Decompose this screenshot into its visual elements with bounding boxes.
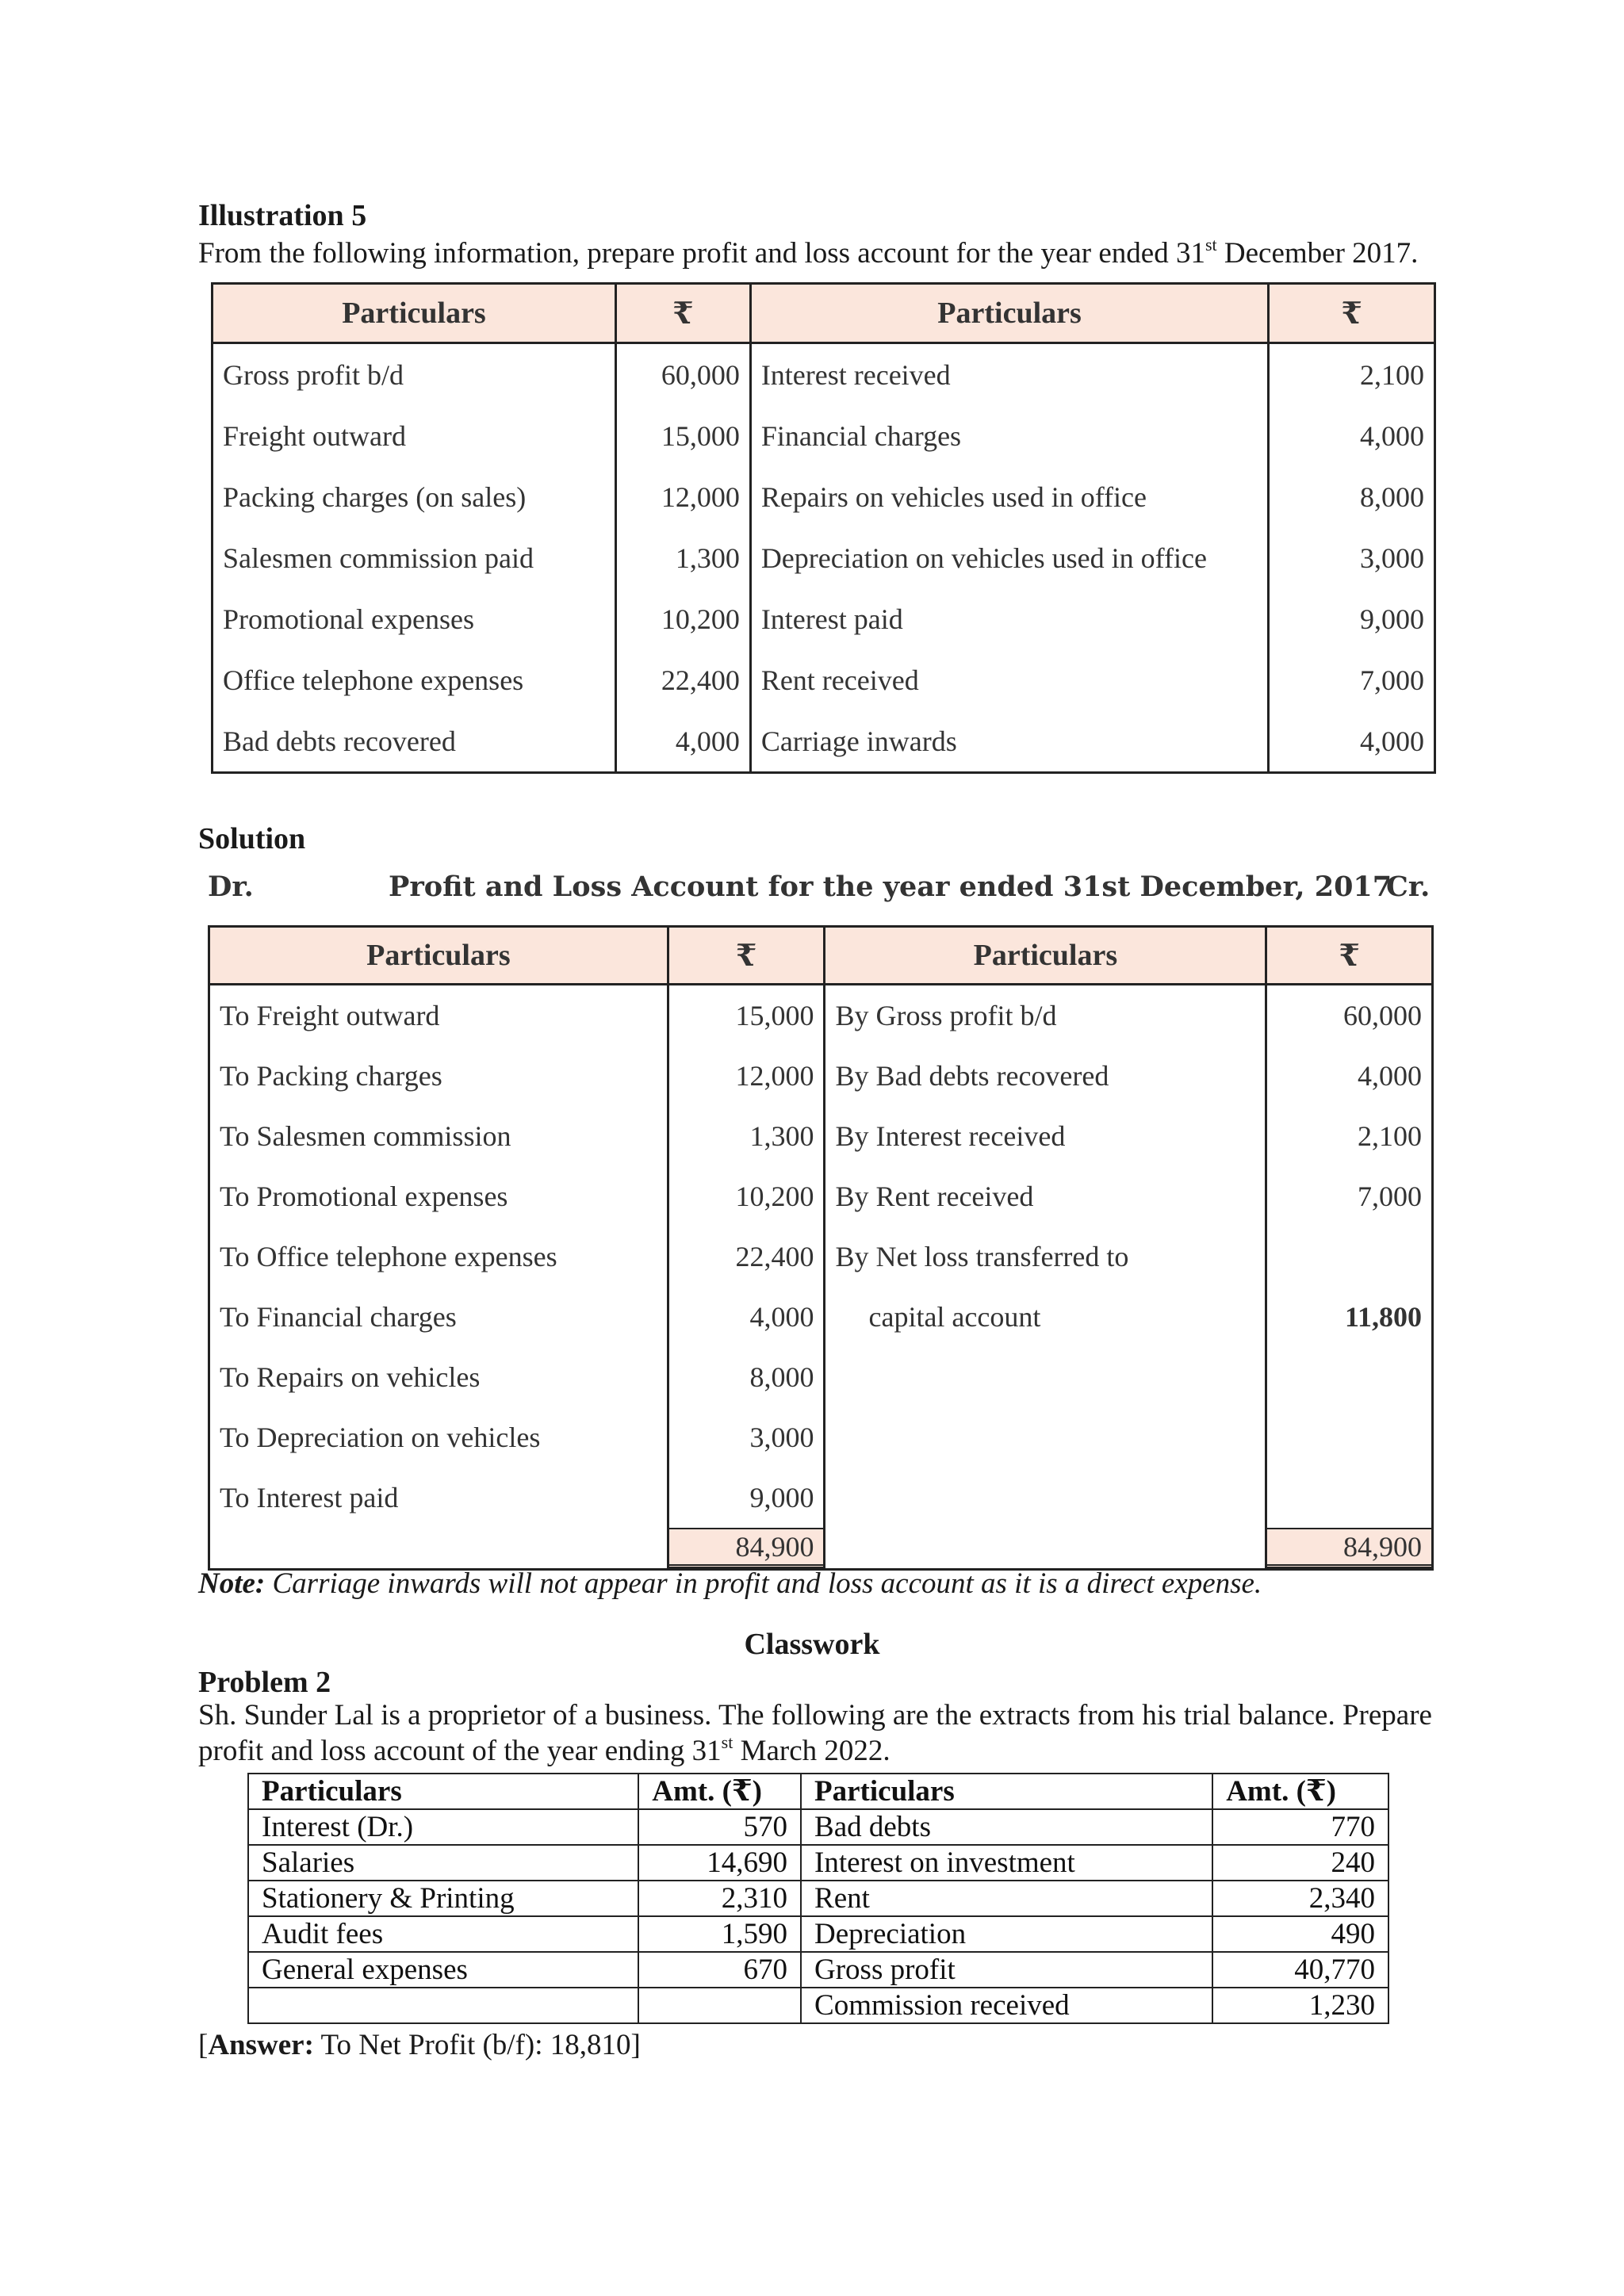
cell: General expenses xyxy=(248,1952,638,1988)
intro-text: profit and loss account of the year ending 31 xyxy=(198,1735,722,1767)
classwork-heading: Classwork xyxy=(744,1628,880,1661)
cell xyxy=(825,1468,1266,1528)
cell xyxy=(825,1347,1266,1407)
table-row xyxy=(209,1468,1433,1528)
col-header: ₹ xyxy=(1266,927,1433,985)
cell: 8,000 xyxy=(1269,466,1435,527)
cell: 15,000 xyxy=(668,985,825,1047)
intro-text: From the following information, prepare profit and loss account for the year ended 31 xyxy=(198,237,1205,270)
table-row xyxy=(209,1226,1433,1287)
cell: Interest on investment xyxy=(801,1845,1212,1881)
total-cell xyxy=(668,1528,825,1570)
answer-label: Answer: xyxy=(208,2029,314,2061)
cell: 4,000 xyxy=(1269,710,1435,773)
cell: 4,000 xyxy=(668,1287,825,1347)
table-row xyxy=(209,1407,1433,1468)
total-cell xyxy=(1266,1528,1433,1570)
cell: 2,310 xyxy=(638,1881,801,1916)
table-row xyxy=(213,649,1435,710)
col-header: Particulars xyxy=(248,1774,638,1809)
cell: To Freight outward xyxy=(209,985,668,1047)
cell: By Rent received xyxy=(825,1166,1266,1226)
cell: 22,400 xyxy=(668,1226,825,1287)
cell: 7,000 xyxy=(1269,649,1435,710)
table-row xyxy=(213,405,1435,466)
answer-bracket: [ xyxy=(198,2029,209,2061)
cell: capital account xyxy=(825,1287,1266,1347)
cell: To Financial charges xyxy=(209,1287,668,1347)
total-right: 84,900 xyxy=(1267,1528,1431,1568)
cell: Depreciation on vehicles used in office xyxy=(750,527,1269,588)
cell: 2,100 xyxy=(1269,343,1435,406)
cell: 4,000 xyxy=(1269,405,1435,466)
cell: Interest received xyxy=(750,343,1269,406)
cell: 9,000 xyxy=(668,1468,825,1528)
cell xyxy=(1266,1226,1433,1287)
cell: 4,000 xyxy=(615,710,750,773)
col-header: Particulars xyxy=(213,284,616,343)
illustration-intro xyxy=(198,236,1418,270)
cell: 10,200 xyxy=(615,588,750,649)
cell: Interest (Dr.) xyxy=(248,1809,638,1845)
cell: Commission received xyxy=(801,1988,1212,2023)
profit-loss-table xyxy=(208,925,1434,1571)
cell: To Salesmen commission xyxy=(209,1106,668,1166)
col-header: ₹ xyxy=(1269,284,1435,343)
cell: Bad debts recovered xyxy=(213,710,616,773)
cell: Gross profit b/d xyxy=(213,343,616,406)
cell: 1,300 xyxy=(615,527,750,588)
table-row xyxy=(213,588,1435,649)
col-header: Amt. (₹) xyxy=(638,1774,801,1809)
table-row xyxy=(248,1881,1388,1916)
cell: 14,690 xyxy=(638,1845,801,1881)
cell: To Repairs on vehicles xyxy=(209,1347,668,1407)
cell xyxy=(1266,1468,1433,1528)
cell: To Interest paid xyxy=(209,1468,668,1528)
table-row xyxy=(248,1845,1388,1881)
solution-heading: Solution xyxy=(198,822,306,855)
cell: To Promotional expenses xyxy=(209,1166,668,1226)
cell: 22,400 xyxy=(615,649,750,710)
cell: To Depreciation on vehicles xyxy=(209,1407,668,1468)
table-row xyxy=(209,1046,1433,1106)
dr-label: Dr. xyxy=(208,871,254,903)
cell: 490 xyxy=(1212,1916,1388,1952)
cell: Audit fees xyxy=(248,1916,638,1952)
cell xyxy=(1266,1347,1433,1407)
table-row xyxy=(248,1952,1388,1988)
cell: 60,000 xyxy=(1266,985,1433,1047)
cell: Office telephone expenses xyxy=(213,649,616,710)
table-row xyxy=(248,1916,1388,1952)
cell: 1,230 xyxy=(1212,1988,1388,2023)
table-row xyxy=(209,1166,1433,1226)
cell: Bad debts xyxy=(801,1809,1212,1845)
cell: 4,000 xyxy=(1266,1046,1433,1106)
illustration-title: Illustration 5 xyxy=(198,199,367,232)
cell xyxy=(209,1528,668,1570)
cell: 770 xyxy=(1212,1809,1388,1845)
cell: Stationery & Printing xyxy=(248,1881,638,1916)
cell: Salaries xyxy=(248,1845,638,1881)
cell: 9,000 xyxy=(1269,588,1435,649)
col-header: ₹ xyxy=(615,284,750,343)
cell xyxy=(638,1988,801,2023)
cell xyxy=(1266,1407,1433,1468)
cell: By Bad debts recovered xyxy=(825,1046,1266,1106)
cell: By Interest received xyxy=(825,1106,1266,1166)
cell: Interest paid xyxy=(750,588,1269,649)
cell xyxy=(825,1407,1266,1468)
cell: By Net loss transferred to xyxy=(825,1226,1266,1287)
cell: 10,200 xyxy=(668,1166,825,1226)
note-label: Note: xyxy=(198,1567,266,1600)
table-row xyxy=(213,527,1435,588)
cell: 60,000 xyxy=(615,343,750,406)
cell: 2,100 xyxy=(1266,1106,1433,1166)
cell: 3,000 xyxy=(668,1407,825,1468)
table-row xyxy=(213,710,1435,773)
net-loss-amount: 11,800 xyxy=(1266,1287,1433,1347)
note-text: Carriage inwards will not appear in profit and loss account as it is a direct expense. xyxy=(265,1567,1262,1600)
cell: Promotional expenses xyxy=(213,588,616,649)
col-header: Particulars xyxy=(801,1774,1212,1809)
cell: Gross profit xyxy=(801,1952,1212,1988)
cell: 1,590 xyxy=(638,1916,801,1952)
cell: Freight outward xyxy=(213,405,616,466)
cell: 7,000 xyxy=(1266,1166,1433,1226)
col-header: Amt. (₹) xyxy=(1212,1774,1388,1809)
cell: 40,770 xyxy=(1212,1952,1388,1988)
cell: 12,000 xyxy=(668,1046,825,1106)
answer-text: To Net Profit (b/f): 18,810] xyxy=(313,2029,641,2061)
cell: To Packing charges xyxy=(209,1046,668,1106)
table-row xyxy=(209,1347,1433,1407)
cell: Repairs on vehicles used in office xyxy=(750,466,1269,527)
cell: 8,000 xyxy=(668,1347,825,1407)
answer xyxy=(198,2028,641,2062)
problem-intro-line2 xyxy=(198,1734,891,1768)
cell: Depreciation xyxy=(801,1916,1212,1952)
table-row xyxy=(213,466,1435,527)
illustration-table xyxy=(211,282,1436,774)
total-left: 84,900 xyxy=(669,1528,824,1568)
table-row xyxy=(209,1106,1433,1166)
trial-balance-table xyxy=(247,1773,1389,2024)
cell: 670 xyxy=(638,1952,801,1988)
problem-title: Problem 2 xyxy=(198,1666,331,1699)
table-row xyxy=(209,985,1433,1047)
cell: 12,000 xyxy=(615,466,750,527)
col-header: Particulars xyxy=(750,284,1269,343)
cell: 1,300 xyxy=(668,1106,825,1166)
cell: Financial charges xyxy=(750,405,1269,466)
intro-text-end: March 2022. xyxy=(733,1735,891,1767)
intro-text-end: December 2017. xyxy=(1216,237,1419,270)
intro-sup: st xyxy=(1205,235,1217,254)
note xyxy=(198,1567,1262,1601)
account-title: Profit and Loss Account for the year ended 31st December, 2017 xyxy=(389,871,1392,903)
cell: Salesmen commission paid xyxy=(213,527,616,588)
cell: 2,340 xyxy=(1212,1881,1388,1916)
cell: To Office telephone expenses xyxy=(209,1226,668,1287)
cell: 3,000 xyxy=(1269,527,1435,588)
col-header: ₹ xyxy=(668,927,825,985)
cr-label: Cr. xyxy=(1386,871,1431,903)
cell: 15,000 xyxy=(615,405,750,466)
cell: By Gross profit b/d xyxy=(825,985,1266,1047)
problem-intro-line1: Sh. Sunder Lal is a proprietor of a business. The following are the extracts from his trial balance. Prepare xyxy=(198,1699,1432,1732)
cell: 570 xyxy=(638,1809,801,1845)
cell: Packing charges (on sales) xyxy=(213,466,616,527)
col-header: Particulars xyxy=(825,927,1266,985)
cell: 240 xyxy=(1212,1845,1388,1881)
total-row xyxy=(209,1528,1433,1570)
intro-sup: st xyxy=(721,1732,733,1752)
col-header: Particulars xyxy=(209,927,668,985)
cell xyxy=(248,1988,638,2023)
table-row xyxy=(213,343,1435,406)
table-row xyxy=(248,1809,1388,1845)
table-row xyxy=(209,1287,1433,1347)
table-row xyxy=(248,1988,1388,2023)
cell: Rent xyxy=(801,1881,1212,1916)
cell: Carriage inwards xyxy=(750,710,1269,773)
cell xyxy=(825,1528,1266,1570)
cell: Rent received xyxy=(750,649,1269,710)
